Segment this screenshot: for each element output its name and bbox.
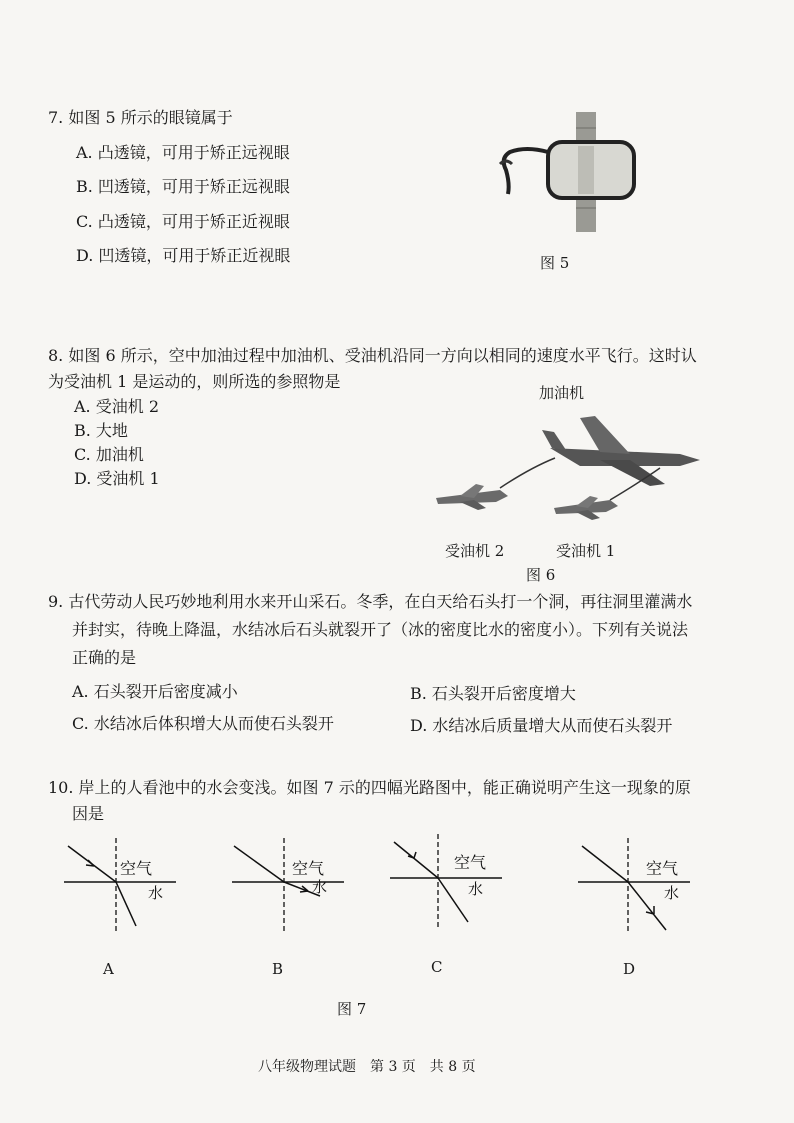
water-label: 水 [148,884,164,902]
ray-diagram-a [60,836,180,936]
water-label: 水 [664,884,680,902]
q8-option-c: C. 加油机 [74,445,144,464]
label-tanker: 加油机 [539,384,585,402]
q7-option-a: A. 凸透镜，可用于矫正远视眼 [76,143,290,162]
diagram-label-d: D [623,960,636,978]
q7-option-c: C. 凸透镜，可用于矫正近视眼 [76,212,290,231]
air-label: 空气 [646,859,679,878]
q7-stem: 7. 如图 5 所示的眼镜属于 [48,108,233,127]
air-label: 空气 [454,853,487,872]
tanker-plane [542,416,700,486]
figure-5-caption: 图 5 [540,254,570,272]
page-footer: 八年级物理试题 第 3 页 共 8 页 [258,1059,476,1075]
q9-option-d: D. 水结冰后质量增大从而使石头裂开 [410,716,673,735]
q9-option-c: C. 水结冰后体积增大从而使石头裂开 [72,714,334,733]
temple-arm [504,149,548,194]
q7-option-d: D. 凹透镜，可用于矫正近视眼 [76,246,291,265]
q8-option-b: B. 大地 [74,421,128,440]
ray-diagram-c [386,832,506,932]
water-label: 水 [468,880,484,898]
water-label: 水 [312,878,328,896]
receiver-plane-1 [554,496,618,520]
figure-6-caption: 图 6 [526,566,556,584]
air-label: 空气 [120,859,153,878]
receiver-plane-2 [436,484,508,510]
figure-7-caption: 图 7 [337,1000,367,1018]
eyeglasses-figure [496,108,646,236]
label-receiver-1: 受油机 1 [556,542,616,560]
label-receiver-2: 受油机 2 [445,542,505,560]
q8-option-d: D. 受油机 1 [74,469,160,488]
refueling-figure [430,410,720,525]
air-label: 空气 [292,859,325,878]
q9-option-a: A. 石头裂开后密度减小 [72,682,238,701]
ray-diagram-b [228,836,348,936]
ray-diagram-d [574,836,694,936]
q8-option-a: A. 受油机 2 [74,397,159,416]
q9-stem-line2: 并封实，待晚上降温，水结冰后石头就裂开了（冰的密度比水的密度小）。下列有关说法 [72,620,689,639]
q9-stem-line3: 正确的是 [72,648,137,667]
diagram-label-a: A [103,960,114,978]
q9-option-b: B. 石头裂开后密度增大 [410,684,576,703]
refuel-hose-1 [500,458,555,488]
q7-option-b: B. 凹透镜，可用于矫正远视眼 [76,177,290,196]
q10-stem-line2: 因是 [72,804,105,823]
diagram-label-b: B [272,960,284,978]
q9-stem-line1: 9. 古代劳动人民巧妙地利用水来开山采石。冬季，在白天给石头打一个洞，再往洞里灌满水 [48,592,693,611]
q8-stem-line1: 8. 如图 6 所示，空中加油过程中加油机、受油机沿同一方向以相同的速度水平飞行。这时认 [48,346,697,365]
q10-stem-line1: 10. 岸上的人看池中的水会变浅。如图 7 示的四幅光路图中，能正确说明产生这一现象的原 [48,778,691,797]
diagram-label-c: C [431,958,443,976]
q8-stem-line2: 为受油机 1 是运动的，则所选的参照物是 [48,372,341,391]
